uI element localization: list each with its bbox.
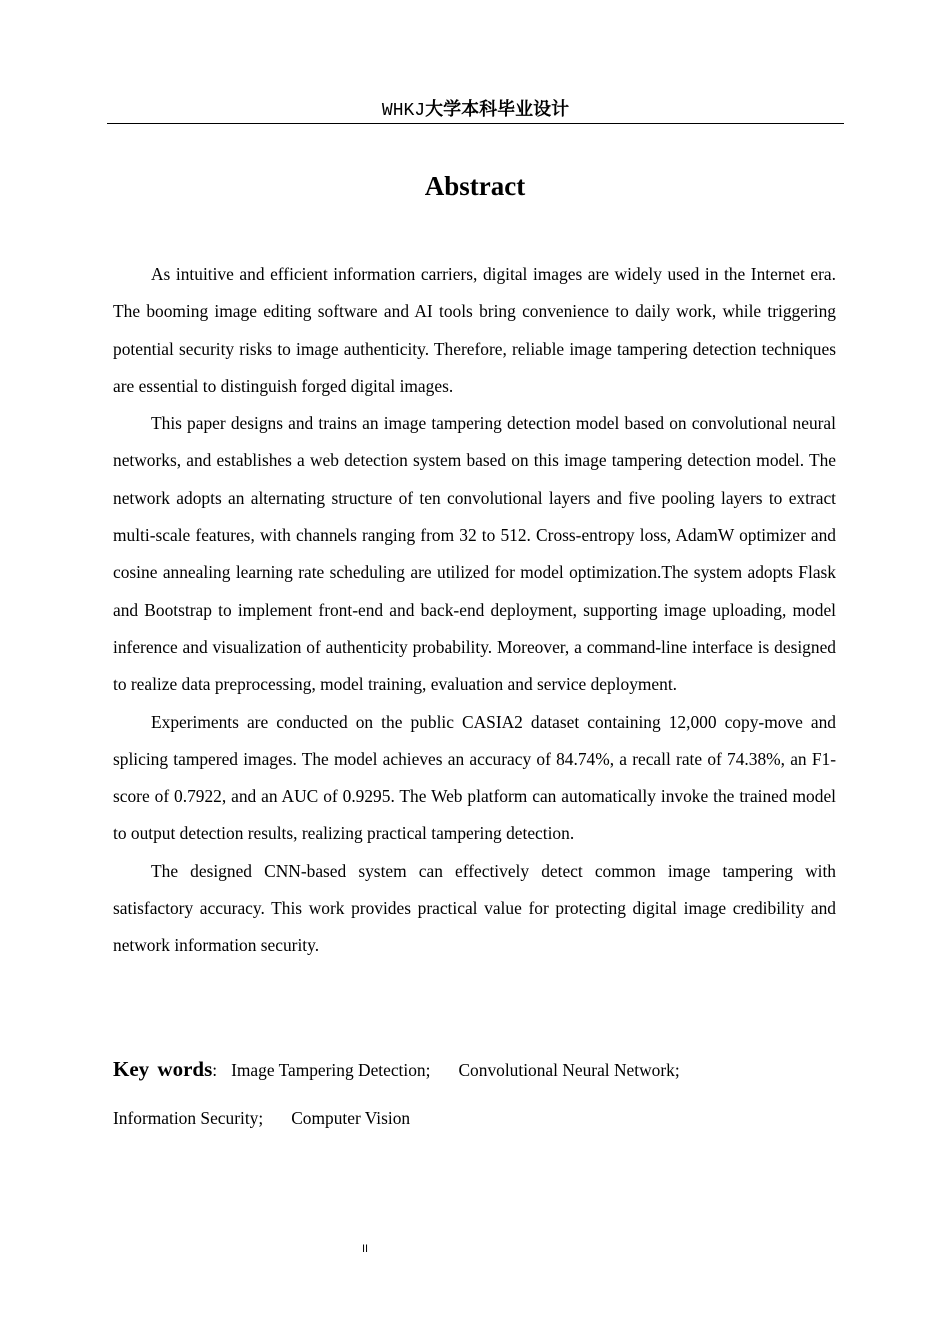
page-header [107, 96, 844, 124]
abstract-paragraph-1: As intuitive and efficient information carriers, digital images are widely used in the Internet era. The booming image editing software and AI tools bring convenience to daily work, while triggering potential security risks to image authenticity. Therefore, reliable image tampering detection techniques are essential to distinguish forged digital images. [113, 264, 836, 396]
keyword-item: Image Tampering Detection; [231, 1060, 431, 1080]
header-university-code: WHKJ [381, 101, 426, 121]
keyword-item: Convolutional Neural Network; [458, 1060, 680, 1080]
abstract-paragraph-4: The designed CNN-based system can effectively detect common image tampering with satisfactory accuracy. This work provides practical value for protecting digital image credibility and network information security. [113, 860, 836, 956]
page-number: II [361, 1243, 369, 1255]
keywords-line-1 [113, 1045, 836, 1094]
abstract-body [113, 256, 836, 965]
abstract-title: Abstract [424, 171, 526, 201]
abstract-paragraph-2: This paper designs and trains an image tampering detection model based on convolutional neural networks, and establishes a web detection system based on this image tampering detection model. The network adopts an alternating structure of ten convolutional layers and five pooling layers to extract multi-scale features, with channels ranging from 32 to 512. Cross-entropy loss, AdamW optimizer and cosine annealing learning rate scheduling are utilized for model optimization.The system adopts Flask and Bootstrap to implement front-end and back-end deployment, supporting image uploading, model inference and visualization of authenticity probability. Moreover, a command-line interface is designed to realize data preprocessing, model training, evaluation and service deployment. [113, 413, 836, 695]
keywords-colon: : [212, 1060, 218, 1080]
header-document-type: 大学本科毕业设计 [425, 99, 570, 120]
keyword-item: Information Security; [113, 1108, 264, 1128]
keyword-item: Computer Vision [291, 1108, 411, 1128]
keywords-line-2 [113, 1094, 836, 1142]
keywords-section [113, 1045, 836, 1142]
abstract-paragraph-3: Experiments are conducted on the public CASIA2 dataset containing 12,000 copy-move and splicing tampered images. The model achieves an accuracy of 84.74%, a recall rate of 74.38%, an F1-score of 0.7922, and an AUC of 0.9295. The Web platform can automatically invoke the trained model to output detection results, realizing practical tampering detection. [113, 711, 836, 844]
keywords-label: Key words [113, 1057, 213, 1081]
